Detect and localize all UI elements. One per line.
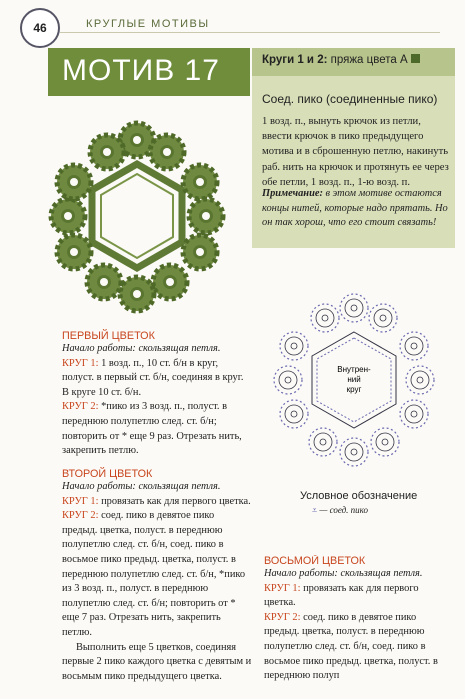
legend-item: ⩡ — соед. пико xyxy=(312,505,369,515)
eighth-flower-section xyxy=(264,555,452,695)
motif-photo xyxy=(30,112,244,322)
second-flower-section xyxy=(62,468,252,684)
second-flower-round1: КРУГ 1: провязать как для первого цветка. xyxy=(62,495,251,507)
section-title: КРУГЛЫЕ МОТИВЫ xyxy=(86,18,210,30)
header-divider xyxy=(60,32,440,33)
first-flower-heading: ПЕРВЫЙ ЦВЕТОК xyxy=(62,330,155,342)
second-flower-tail: Выполнить еще 5 цветков, соединяя первые 2 пико каждого цветка с девятым и восьмым пико предыдущего цветка. xyxy=(62,641,252,682)
soed-body: 1 возд. п., вынуть крючок из петли, ввести крючок в пико предыдущего мотива и в сброшенную петлю, накинуть раб. нить на крючок и протянуть ее через обе петли, 1 возд. п., 1-ю возд. п. xyxy=(262,116,449,188)
eighth-flower-heading: ВОСЬМОЙ ЦВЕТОК xyxy=(264,555,366,567)
second-flower-start: Начало работы: скользящая петля. xyxy=(62,481,221,492)
first-flower-round1: КРУГ 1: 1 возд. п., 10 ст. б/н в круг, полуст. в первый ст. б/н, соединяя в круг. В круге 10 ст. б/н. xyxy=(62,357,244,398)
note: Примечание: в этом мотиве остаются концы нитей, которые надо прятать. Но он так хорош, что его стоит связать! xyxy=(262,188,448,228)
chart-label: ний xyxy=(347,375,361,384)
first-flower-section xyxy=(62,330,252,459)
legend-title: Условное обозначение xyxy=(300,490,418,502)
first-flower-start: Начало работы: скользящая петля. xyxy=(62,343,221,354)
chart-label: круг xyxy=(346,385,362,394)
joined-picot-icon: ⩡ xyxy=(312,505,318,515)
page-number: 46 xyxy=(20,8,60,48)
eighth-flower-round2: КРУГ 2: соед. пико в девятое пико предыд. цветка, полуст. в переднюю полупетлю след. ст. б/н, соед. пико в восьмое пико предыд. цветка, полуст. в переднюю полуп xyxy=(264,611,438,682)
second-flower-round2: КРУГ 2: соед. пико в девятое пико предыд. цветка, полуст. в переднюю полупетлю след. ст. б/н, соед. пико в восьмое пико предыд. цветка, полуст. в переднюю полупетлю след. ст. б/н, *пико из 3 возд. п., полуст. в переднюю полупетлю след. ст. б/н; повторить от * еще 7 раз. Отрезать нить, закрепить петлю. xyxy=(62,510,246,638)
crochet-chart xyxy=(254,280,454,480)
first-flower-round2: КРУГ 2: *пико из 3 возд. п., полуст. в переднюю полупетлю след. ст. б/н; повторить от * еще 9 раз. Отрезать нить, закрепить петлю. xyxy=(62,401,242,457)
rounds-heading: Круги 1 и 2: пряжа цвета A xyxy=(262,54,420,66)
color-swatch-icon xyxy=(411,54,420,63)
second-flower-heading: ВТОРОЙ ЦВЕТОК xyxy=(62,468,153,480)
soed-title: Соед. пико (соединенные пико) xyxy=(262,92,438,106)
chart-label: Внутрен- xyxy=(337,365,371,374)
eighth-flower-start: Начало работы: скользящая петля. xyxy=(264,568,423,579)
eighth-flower-round1: КРУГ 1: провязать как для первого цветка. xyxy=(264,582,419,609)
page-title: МОТИВ 17 xyxy=(62,54,220,87)
